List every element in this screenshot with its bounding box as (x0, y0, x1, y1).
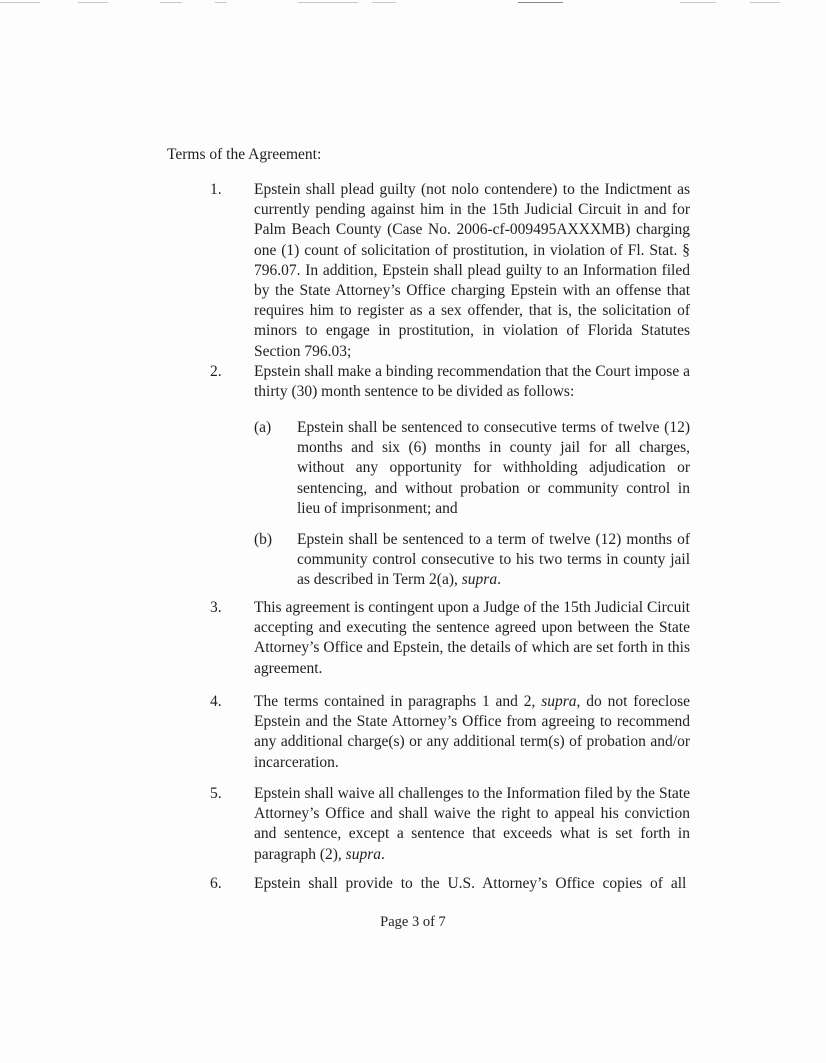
text-segment: , do not foreclose Epstein and the State Attorney’s Office from agreeing to recommend any additional charge(s) or any additional term(s) of probation and/or incarceration. (254, 693, 691, 771)
subterm-text (297, 530, 690, 591)
term-6 (210, 874, 690, 894)
term-number: 2. (210, 363, 222, 380)
term-text: Epstein shall make a binding recommendation that the Court impose a thirty (30) month sentence to be divided as follows: (254, 363, 690, 401)
text-segment: . (497, 571, 501, 589)
section-heading: Terms of the Agreement: (167, 146, 322, 163)
term-text (254, 692, 690, 773)
text-segment: . (381, 845, 385, 863)
subterm-text: Epstein shall be sentenced to consecutive terms of twelve (12) months and six (6) months in county jail for all charges, without any opportunity for withholding adjudication or sentencing, and without probation or community control in lieu of imprisonment; and (297, 419, 690, 517)
term-number: 1. (210, 181, 222, 198)
italic-term: supra (345, 845, 381, 863)
subterm-a (254, 418, 690, 519)
subterm-b (254, 530, 690, 591)
page-number: Page 3 of 7 (380, 914, 446, 930)
term-4 (210, 692, 690, 773)
text-segment: Epstein shall waive all challenges to the Information filed by the State Attorney’s Office and shall waive the right to appeal his conviction and sentence, except a sentence that exceeds what is set forth in paragraph (2), (254, 785, 690, 863)
term-text: Epstein shall provide to the U.S. Attorney’s Office copies of all (254, 875, 687, 892)
term-number: 3. (210, 599, 222, 616)
subterm-label: (b) (254, 531, 273, 548)
term-1 (210, 180, 690, 362)
term-number: 6. (210, 875, 222, 892)
term-text: This agreement is contingent upon a Judge of the 15th Judicial Circuit accepting and executing the sentence agreed upon between the State Attorney’s Office and Epstein, the details of which are set forth in this agreement. (254, 599, 690, 677)
text-segment: Epstein shall be sentenced to a term of twelve (12) months of community control consecutive to his two terms in county jail as described in Term 2(a), (297, 531, 690, 589)
term-number: 4. (210, 693, 222, 710)
term-number: 5. (210, 785, 222, 802)
subterm-label: (a) (254, 419, 272, 436)
scan-artifact-top (0, 2, 826, 5)
term-5 (210, 784, 690, 865)
italic-term: supra (461, 571, 498, 589)
term-3 (210, 598, 690, 679)
term-2 (210, 362, 690, 402)
text-segment: The terms contained in paragraphs 1 and 2, (254, 693, 542, 710)
term-text (254, 784, 690, 865)
italic-term: supra (541, 693, 577, 710)
term-text: Epstein shall plead guilty (not nolo contendere) to the Indictment as currently pending against him in the 15th Judicial Circuit in and for Palm Beach County (Case No. 2006-cf-009495AXXXMB) charging one (1) count of solicitation of prostitution, in violation of Fl. Stat. § 796.07. In addition, Epstein shall plead guilty to an Information filed by the State Attorney’s Office charging Epstein with an offense that requires him to register as a sex offender, that is, the solicitation of minors to engage in prostitution, in violation of Florida Statutes Section 796.03; (254, 181, 690, 360)
